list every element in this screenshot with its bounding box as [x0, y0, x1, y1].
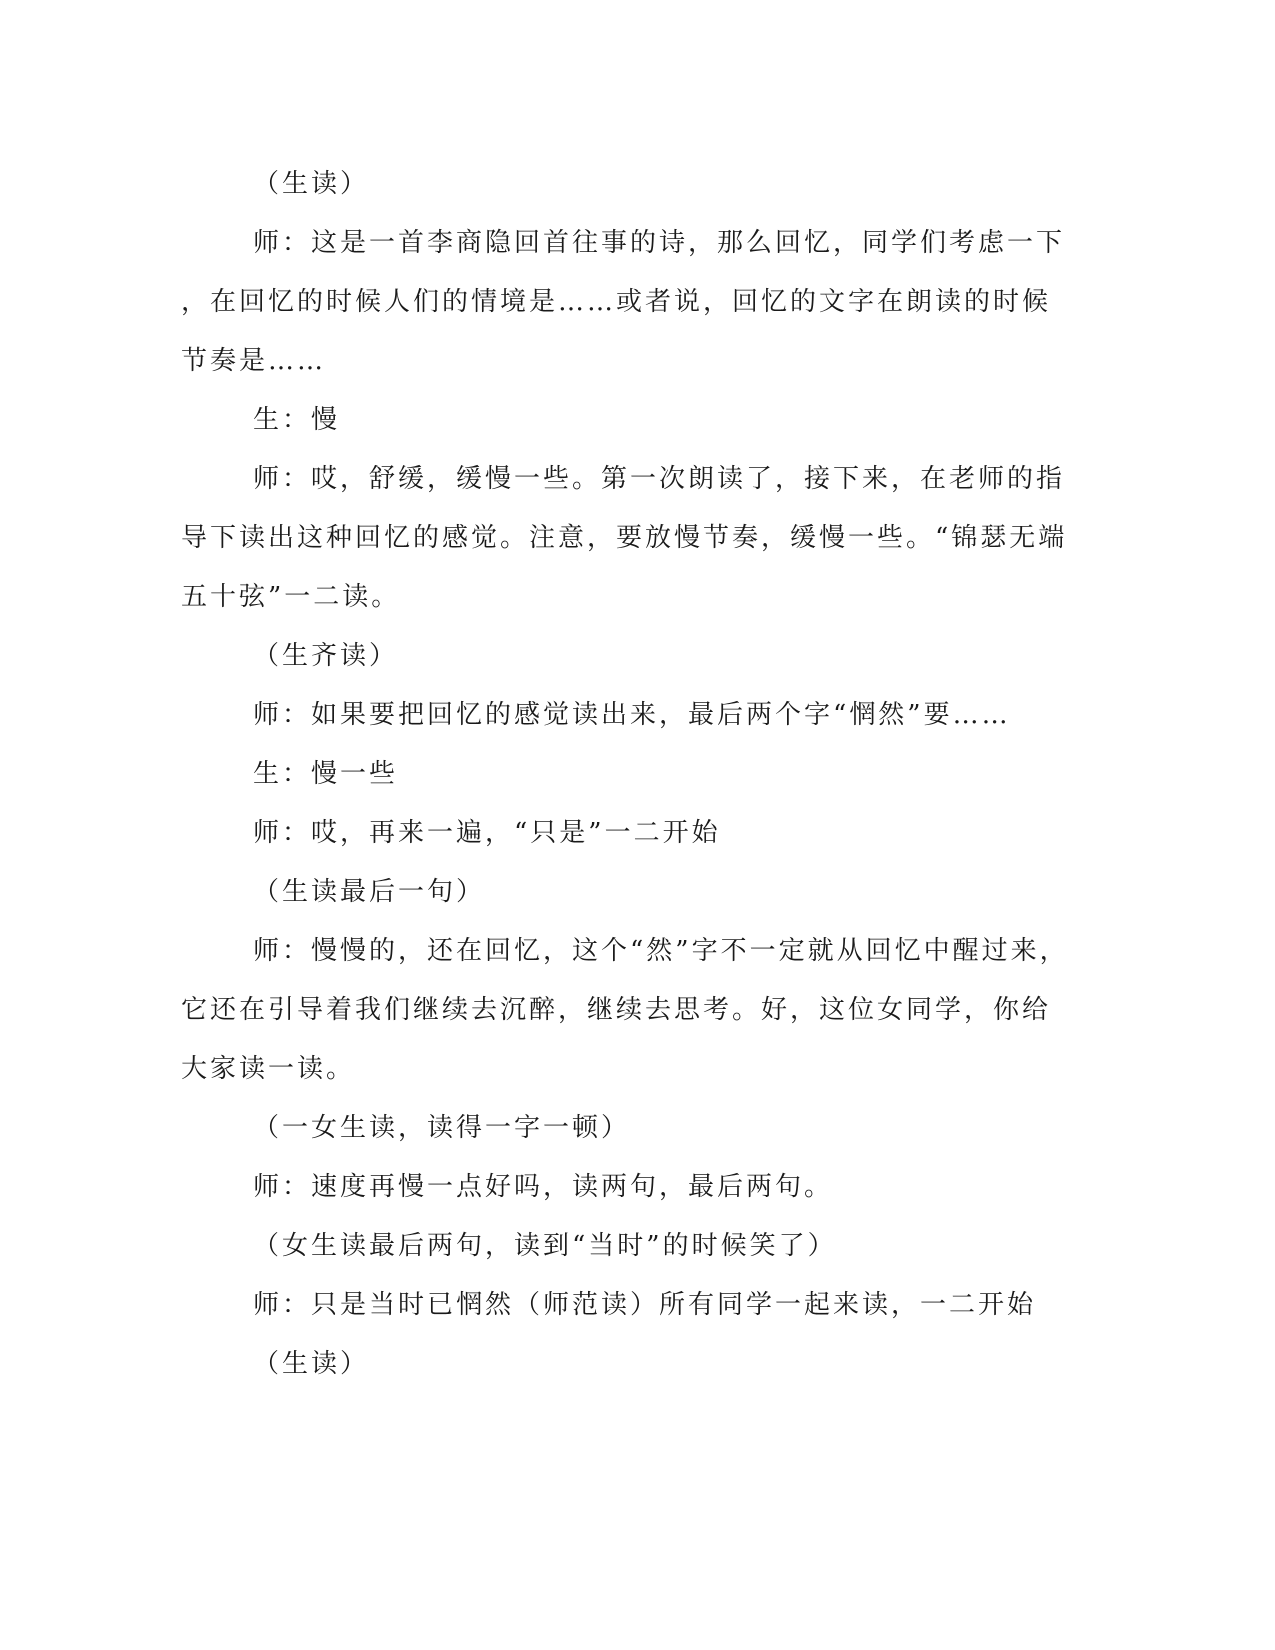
paragraph-line: 五十弦”一二读。: [181, 582, 401, 612]
paragraph-11: [181, 1099, 1031, 1158]
paragraph-13: [181, 1217, 1031, 1276]
paragraph-line: 生：慢一些: [253, 759, 399, 789]
paragraph-12: [181, 1158, 1031, 1217]
paragraph-line: 师：哎，舒缓，缓慢一些。第一次朗读了，接下来，在老师的指: [253, 464, 1066, 494]
paragraph-line: 生：慢: [253, 405, 341, 435]
paragraph-line: 师：速度再慢一点好吗，读两句，最后两句。: [253, 1172, 834, 1202]
paragraph-9: [181, 863, 1031, 922]
paragraph-5: [181, 627, 1031, 686]
paragraph-4: [181, 450, 1068, 627]
paragraph-8: [181, 804, 1031, 863]
paragraph-line: 师：这是一首李商隐回首往事的诗，那么回忆，同学们考虑一下: [253, 228, 1066, 258]
paragraph-2: [181, 214, 1066, 391]
paragraph-line: （一女生读，读得一字一顿）: [253, 1113, 631, 1143]
paragraph-line: 师：慢慢的，还在回忆，这个“然”字不一定就从回忆中醒过来，: [253, 936, 1069, 966]
paragraph-line: （生读）: [253, 169, 370, 199]
paragraph-line: 师：只是当时已惘然（师范读）所有同学一起来读，一二开始: [253, 1290, 1037, 1320]
paragraph-1: [181, 155, 1031, 214]
paragraph-14: [181, 1276, 1037, 1335]
paragraph-3: [181, 391, 1031, 450]
paragraph-line: （生读最后一句）: [253, 877, 486, 907]
paragraph-line: 大家读一读。: [181, 1054, 356, 1084]
paragraph-7: [181, 745, 1031, 804]
paragraph-line: 师：哎，再来一遍，“只是”一二开始: [253, 818, 721, 848]
paragraph-line: 导下读出这种回忆的感觉。注意，要放慢节奏，缓慢一些。“锦瑟无端: [181, 523, 1068, 553]
paragraph-line: 节奏是……: [181, 346, 327, 376]
paragraph-line: （生读）: [253, 1349, 370, 1379]
paragraph-line: （女生读最后两句，读到“当时”的时候笑了）: [253, 1231, 837, 1261]
paragraph-line: 师：如果要把回忆的感觉读出来，最后两个字“惘然”要……: [253, 700, 1011, 730]
paragraph-line: 它还在引导着我们继续去沉醉，继续去思考。好，这位女同学，你给: [181, 995, 1052, 1025]
paragraph-15: [181, 1335, 1031, 1394]
document-page: [181, 155, 1069, 1394]
paragraph-10: [181, 922, 1069, 1099]
paragraph-line: （生齐读）: [253, 641, 399, 671]
paragraph-line: ，在回忆的时候人们的情境是……或者说，回忆的文字在朗读的时候: [181, 287, 1052, 317]
paragraph-6: [181, 686, 1031, 745]
